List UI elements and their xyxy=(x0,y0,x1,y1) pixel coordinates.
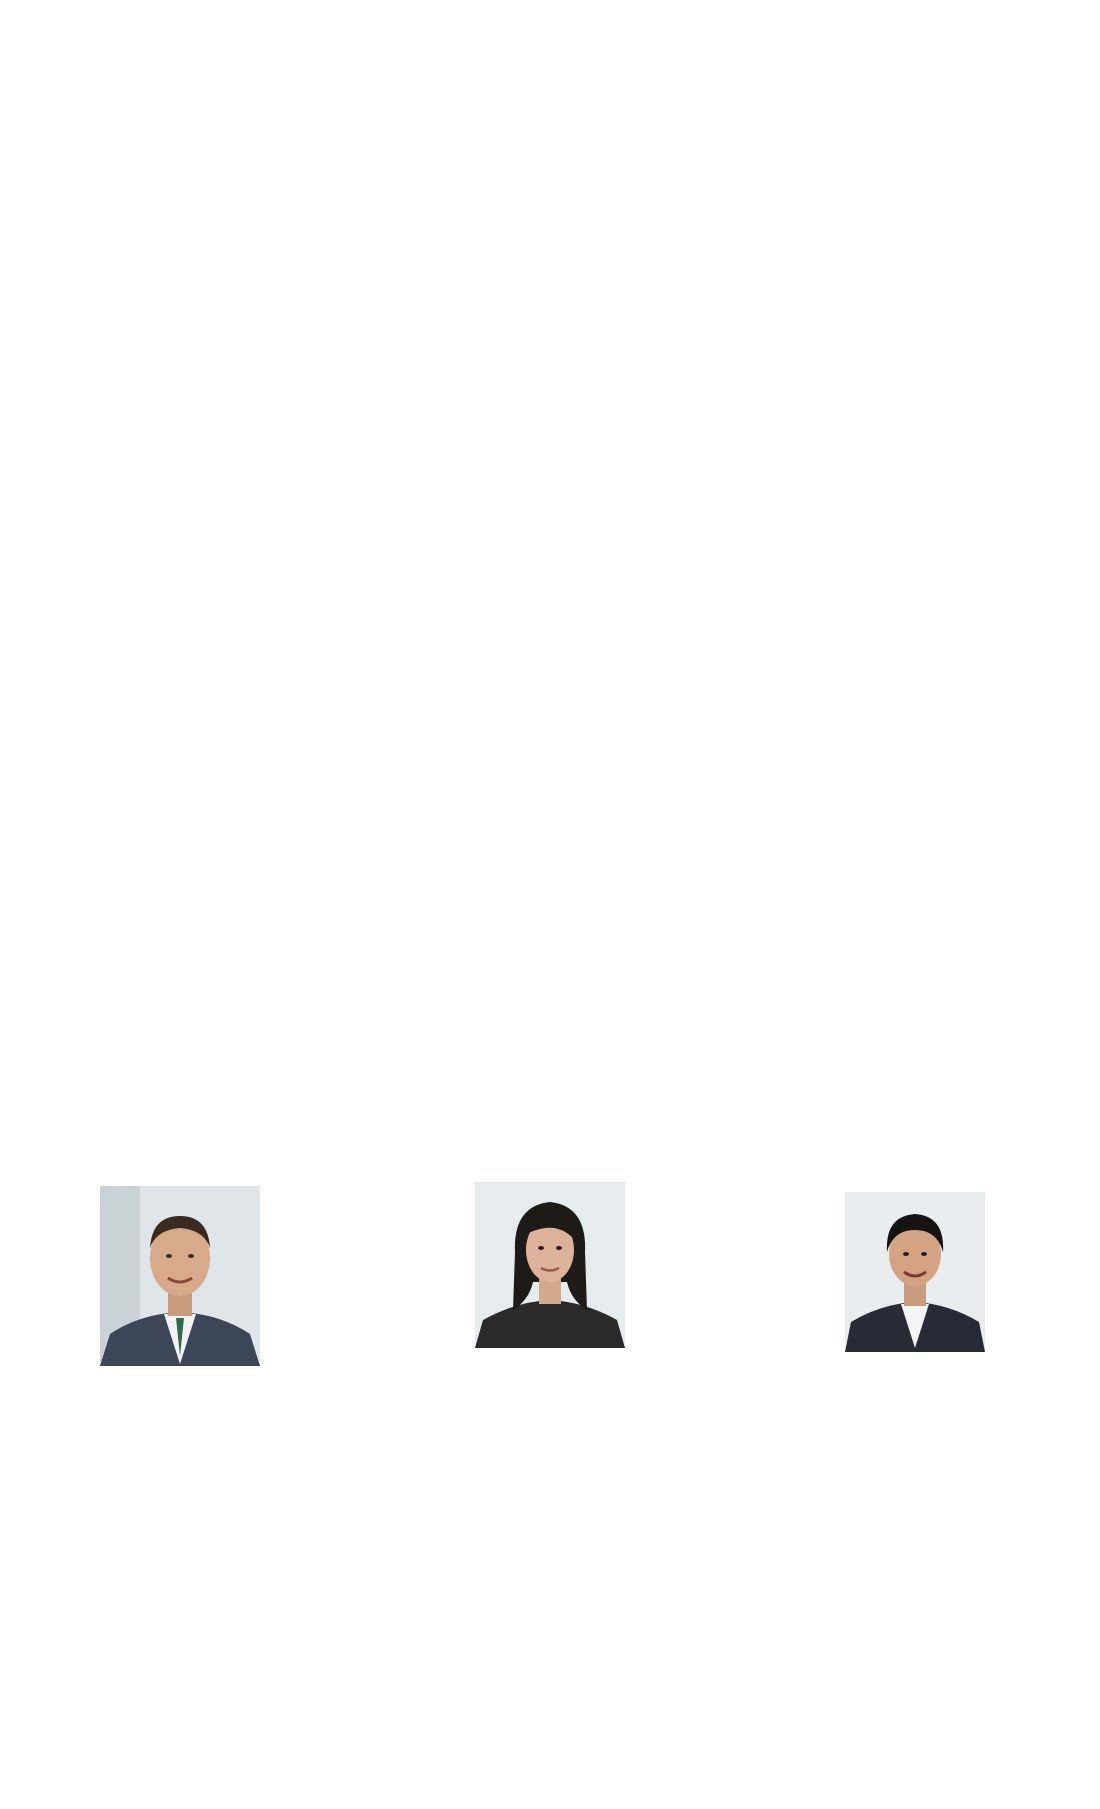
article-2-photo xyxy=(475,1182,625,1348)
article-1-photo xyxy=(100,1186,260,1366)
article-3-photo xyxy=(845,1192,985,1352)
portrait-image xyxy=(100,1186,260,1366)
portrait-image xyxy=(845,1192,985,1352)
portrait-image xyxy=(475,1182,625,1348)
